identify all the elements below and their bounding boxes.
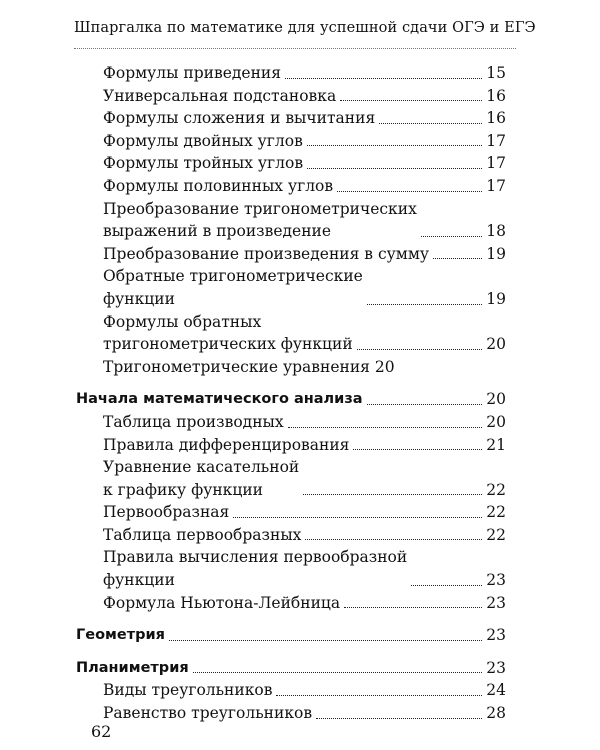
toc-page-number: 23	[486, 658, 506, 677]
toc-entry-title-line: Виды треугольников	[103, 681, 273, 700]
toc-entry-title-line: Формулы сложения и вычитания	[103, 109, 376, 128]
toc-entry	[76, 434, 506, 457]
toc-entry-title	[76, 311, 353, 356]
toc-entry-title-line: Первообразная	[103, 503, 230, 522]
toc-page-number: 19	[486, 289, 506, 308]
toc-entry	[76, 130, 506, 153]
toc-entry-title-line: Формулы двойных углов	[103, 131, 303, 150]
dot-leader	[193, 672, 483, 673]
toc-page-number: 19	[486, 244, 506, 263]
toc-entry-title-line: Планиметрия	[76, 659, 189, 676]
toc-entry-title	[76, 592, 340, 615]
running-header: Шпаргалка по математике для успешной сдачи ОГЭ и ЕГЭ	[74, 20, 536, 36]
toc-entry-title-line: Формулы приведения	[103, 64, 282, 82]
toc-entry-title	[76, 130, 303, 153]
toc-entry	[76, 152, 506, 175]
toc-entry-title-line: Формулы половинных углов	[103, 176, 334, 195]
toc-entry	[76, 311, 506, 356]
dot-leader	[316, 718, 482, 719]
toc-entry-title	[76, 107, 375, 130]
toc-entry-title	[76, 546, 407, 591]
dot-leader	[307, 168, 482, 169]
toc-page-number: 24	[486, 681, 506, 700]
toc-entry	[76, 546, 506, 591]
section-gap	[76, 378, 506, 388]
toc-entry-title-line: Таблица производных	[103, 412, 284, 431]
toc-page-number: 22	[486, 480, 506, 499]
toc-entry-title	[76, 152, 303, 175]
toc-entry-title	[76, 679, 272, 702]
toc-entry-title	[76, 501, 229, 524]
toc-entry-title	[76, 434, 349, 457]
dot-leader	[433, 258, 482, 259]
dot-leader	[340, 100, 482, 101]
toc-entry-title	[76, 388, 363, 411]
dot-leader	[305, 539, 482, 540]
toc-entry-title-line: к графику функции	[103, 480, 263, 499]
toc-page-number: 16	[486, 109, 506, 128]
toc-entry	[76, 62, 506, 85]
toc-entry-title-line: выражений в произведение	[103, 222, 332, 241]
toc-entry-title	[76, 243, 429, 266]
dot-leader	[285, 78, 482, 79]
toc-entry-title-line: Обратные тригонометрические	[103, 267, 363, 286]
dot-leader	[337, 191, 482, 192]
dot-leader	[303, 494, 482, 495]
toc-entry-title	[76, 265, 363, 310]
toc-entry	[76, 85, 506, 108]
toc-section-entry	[76, 388, 506, 411]
toc-section-entry	[76, 624, 506, 647]
dot-leader	[379, 123, 482, 124]
toc-entry	[76, 411, 506, 434]
toc-entry-title-line: Тригонометрические уравнения 20	[103, 357, 395, 376]
toc-page-number: 20	[486, 390, 506, 409]
header-dotted-rule	[74, 48, 516, 49]
dot-leader	[276, 695, 482, 696]
toc-entry-title	[76, 524, 301, 547]
dot-leader	[307, 145, 482, 146]
toc-entry-title-line: Начала математического анализа	[76, 391, 363, 408]
toc-entry-title-line: функции	[103, 289, 175, 308]
toc-page-number: 20	[486, 335, 506, 354]
toc-page-number: 20	[486, 412, 506, 431]
dot-leader	[169, 640, 482, 641]
toc-entry-title-line: Универсальная подстановка	[103, 86, 337, 105]
toc-page-number: 23	[486, 593, 506, 612]
toc-page-number: 17	[486, 154, 506, 173]
toc-page-number: 15	[486, 64, 506, 82]
dot-leader	[353, 449, 482, 450]
toc-entry	[76, 592, 506, 615]
toc-entry-title	[76, 356, 395, 379]
toc-entry-title-line: Уравнение касательной	[103, 458, 300, 477]
toc-entry-title	[76, 411, 284, 434]
dot-leader	[421, 236, 482, 237]
toc-page-number: 22	[486, 525, 506, 544]
toc-entry	[76, 107, 506, 130]
toc-entry	[76, 679, 506, 702]
toc-entry-title-line: Правила дифференцирования	[103, 435, 350, 454]
page-number: 62	[91, 722, 112, 741]
dot-leader	[367, 304, 482, 305]
toc-entry-title-line: Формулы тройных углов	[103, 154, 304, 173]
toc-entry	[76, 175, 506, 198]
toc-entry-title	[76, 85, 336, 108]
toc-entry-title	[76, 198, 417, 243]
toc-entry-title	[76, 175, 333, 198]
toc-entry	[76, 456, 506, 501]
dot-leader	[288, 427, 483, 428]
toc-entry	[76, 524, 506, 547]
toc-entry-title-line: тригонометрических функций	[103, 335, 353, 354]
toc-page-number: 17	[486, 176, 506, 195]
toc-entry-title-line: Формулы обратных	[103, 312, 262, 331]
toc-entry-title	[76, 456, 299, 501]
toc-page-number: 23	[486, 626, 506, 645]
toc-entry-title	[76, 657, 189, 680]
toc-entry-title-line: функции	[103, 571, 175, 590]
toc-page-number: 18	[486, 222, 506, 241]
toc-page-number: 17	[486, 131, 506, 150]
dot-leader	[367, 404, 483, 405]
toc-page-number: 16	[486, 86, 506, 105]
toc-entry-title-line: Геометрия	[76, 627, 165, 644]
toc-entry	[76, 198, 506, 243]
toc-entry-title	[76, 624, 165, 647]
toc-entry-title-line: Преобразование произведения в сумму	[103, 244, 429, 263]
section-gap	[76, 647, 506, 657]
toc-entry-title-line: Равенство треугольников	[103, 704, 313, 723]
toc-page-number: 21	[486, 435, 506, 454]
toc-entry-title-line: Таблица первообразных	[103, 525, 302, 544]
toc-page-number: 22	[486, 503, 506, 522]
toc-entry	[76, 243, 506, 266]
toc-entry-title	[76, 702, 312, 725]
toc-section-entry	[76, 657, 506, 680]
dot-leader	[233, 517, 482, 518]
toc-page-number: 28	[486, 704, 506, 723]
toc-entry	[76, 265, 506, 310]
section-gap	[76, 614, 506, 624]
dot-leader	[357, 349, 483, 350]
dot-leader	[411, 585, 482, 586]
table-of-contents	[76, 62, 506, 725]
toc-entry-title	[76, 62, 281, 85]
toc-entry	[76, 356, 506, 379]
dot-leader	[344, 607, 482, 608]
toc-page-number: 23	[486, 571, 506, 590]
toc-entry	[76, 702, 506, 725]
toc-entry-title-line: Формула Ньютона-Лейбница	[103, 593, 341, 612]
toc-entry-title-line: Правила вычисления первообразной	[103, 548, 408, 567]
toc-entry	[76, 501, 506, 524]
toc-entry-title-line: Преобразование тригонометрических	[103, 199, 417, 218]
